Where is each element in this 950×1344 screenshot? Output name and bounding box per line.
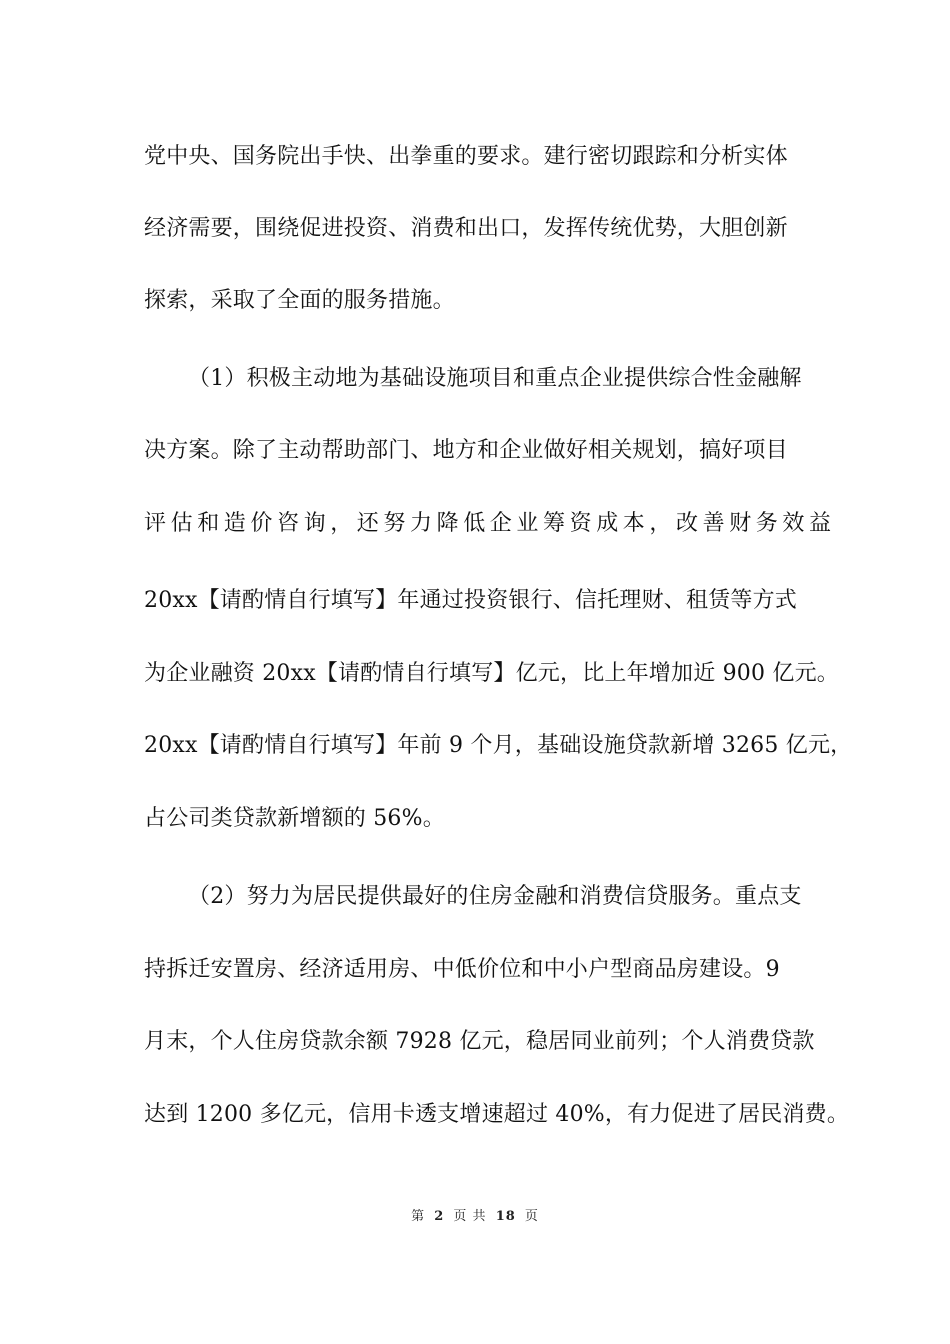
paragraph-line: 占公司类贷款新增额的 56%。 xyxy=(144,806,445,831)
footer-middle: 页 共 xyxy=(453,1209,487,1224)
current-page-number: 2 xyxy=(434,1209,445,1224)
footer-suffix: 页 xyxy=(524,1209,539,1224)
page-footer xyxy=(0,1208,950,1226)
paragraph-line: 党中央、国务院出手快、出拳重的要求。建行密切跟踪和分析实体 xyxy=(144,144,788,169)
paragraph-line: 持拆迁安置房、经济适用房、中低价位和中小户型商品房建设。9 xyxy=(144,957,780,982)
paragraph-line: （2）努力为居民提供最好的住房金融和消费信贷服务。重点支 xyxy=(188,884,802,909)
total-pages-number: 18 xyxy=(495,1209,516,1224)
paragraph-line: 评估和造价咨询，还努力降低企业筹资成本，改善财务效益 xyxy=(144,511,836,536)
paragraph-line: 月末，个人住房贷款余额 7928 亿元，稳居同业前列；个人消费贷款 xyxy=(144,1029,815,1054)
paragraph-line: 为企业融资 20xx【请酌情自行填写】亿元，比上年增加近 900 亿元。 xyxy=(144,661,839,686)
paragraph-line: 20xx【请酌情自行填写】年前 9 个月，基础设施贷款新增 3265 亿元， xyxy=(144,733,853,758)
paragraph-line: （1）积极主动地为基础设施项目和重点企业提供综合性金融解 xyxy=(188,366,802,391)
paragraph-line: 20xx【请酌情自行填写】年通过投资银行、信托理财、租赁等方式 xyxy=(144,588,798,613)
paragraph-line: 探索，采取了全面的服务措施。 xyxy=(144,288,455,313)
footer-prefix: 第 xyxy=(411,1209,426,1224)
paragraph-line: 经济需要，围绕促进投资、消费和出口，发挥传统优势，大胆创新 xyxy=(144,216,788,241)
paragraph-line: 决方案。除了主动帮助部门、地方和企业做好相关规划，搞好项目 xyxy=(144,438,788,463)
paragraph-line: 达到 1200 多亿元，信用卡透支增速超过 40%，有力促进了居民消费。 xyxy=(144,1102,850,1127)
